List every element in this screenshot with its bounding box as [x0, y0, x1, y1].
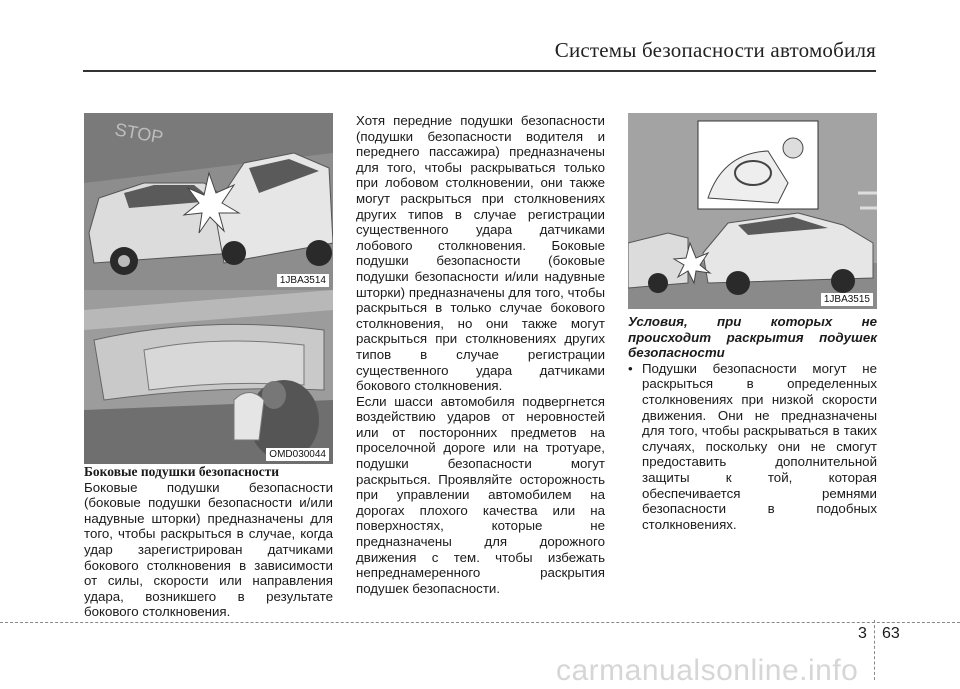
- column-3: [628, 314, 877, 532]
- figure-label: 1JBA3514: [277, 274, 329, 287]
- column-2: [356, 113, 605, 596]
- curtain-airbag-illustration: [84, 290, 333, 464]
- side-collision-figure: [84, 113, 333, 290]
- side-collision-illustration: [84, 113, 333, 290]
- column-1: [84, 464, 333, 620]
- chapter-number: 3: [858, 625, 867, 642]
- svg-text:STOP: STOP: [113, 119, 165, 148]
- list-item: [628, 361, 877, 533]
- page-number: 63: [882, 625, 900, 642]
- page-header-title: Системы безопасности автомобиля: [554, 38, 876, 62]
- watermark: carmanualsonline.info: [556, 654, 859, 687]
- chassis-impact-paragraph: Если шасси автомобиля подвергнется воздействию ударов от неровностей или от посторонних предметов на проселочной дороге или на тротуаре, подушки безопасности могут раскрыться. Проявляйте осторожность при управлении автомобилем на дорогах плохого качества или на поверхностях, которые не предназначены для дорожного движения с тем. чтобы избежать непреднамеренного раскрытия подушек безопасности.: [356, 393, 605, 596]
- side-airbags-heading: Боковые подушки безопасности: [84, 464, 280, 479]
- footer-rule: [0, 622, 960, 623]
- figure-label: OMD030044: [266, 448, 329, 461]
- low-speed-collision-figure: [628, 113, 877, 309]
- header-rule: [83, 70, 876, 72]
- bullet-text: Подушки безопасности могут не раскрыться в определенных столкновениях при низкой скорости движения. Они не предназначены для того, чтобы раскрываться в таких случаях, поскольку они не смогут предоставить дополнительной защиты к той, которая обеспечивается ремнями безопасности в подобных столкновениях.: [642, 360, 877, 532]
- figure-label: 1JBA3515: [821, 293, 873, 306]
- bullet-mark: •: [628, 360, 633, 376]
- low-speed-collision-illustration: [628, 113, 877, 309]
- side-airbags-paragraph: Боковые подушки безопасности (боковые подушки безопасности и/или надувные шторки) предназначены для того, чтобы раскрыться в случае, когда удар зарегистрирован датчиками бокового столкновения в зависимости от силы, скорости или направления удара, возникшего в результате бокового столкновения.: [84, 479, 333, 620]
- curtain-airbag-figure: [84, 290, 333, 464]
- non-deployment-heading: Условия, при которых не происходит раскрытия подушек безопасности: [628, 314, 877, 361]
- front-airbags-paragraph: Хотя передние подушки безопасности (подушки безопасности водителя и переднего пассажира) предназначены для того, чтобы раскрываться только при лобовом столкновении, они также могут раскрыться при столкновениях других типов в случае регистрации существенного удара датчиками лобового столкновения. Боковые подушки безопасности (боковые подушки безопасности и/или надувные шторки) предназначены для того, чтобы раскрыться в только случае бокового столкновения, но они также могут раскрыться при столкновениях других типов в случае регистрации существенного удара датчиками бокового столкновения.: [356, 113, 605, 394]
- footer-divider: [874, 620, 875, 680]
